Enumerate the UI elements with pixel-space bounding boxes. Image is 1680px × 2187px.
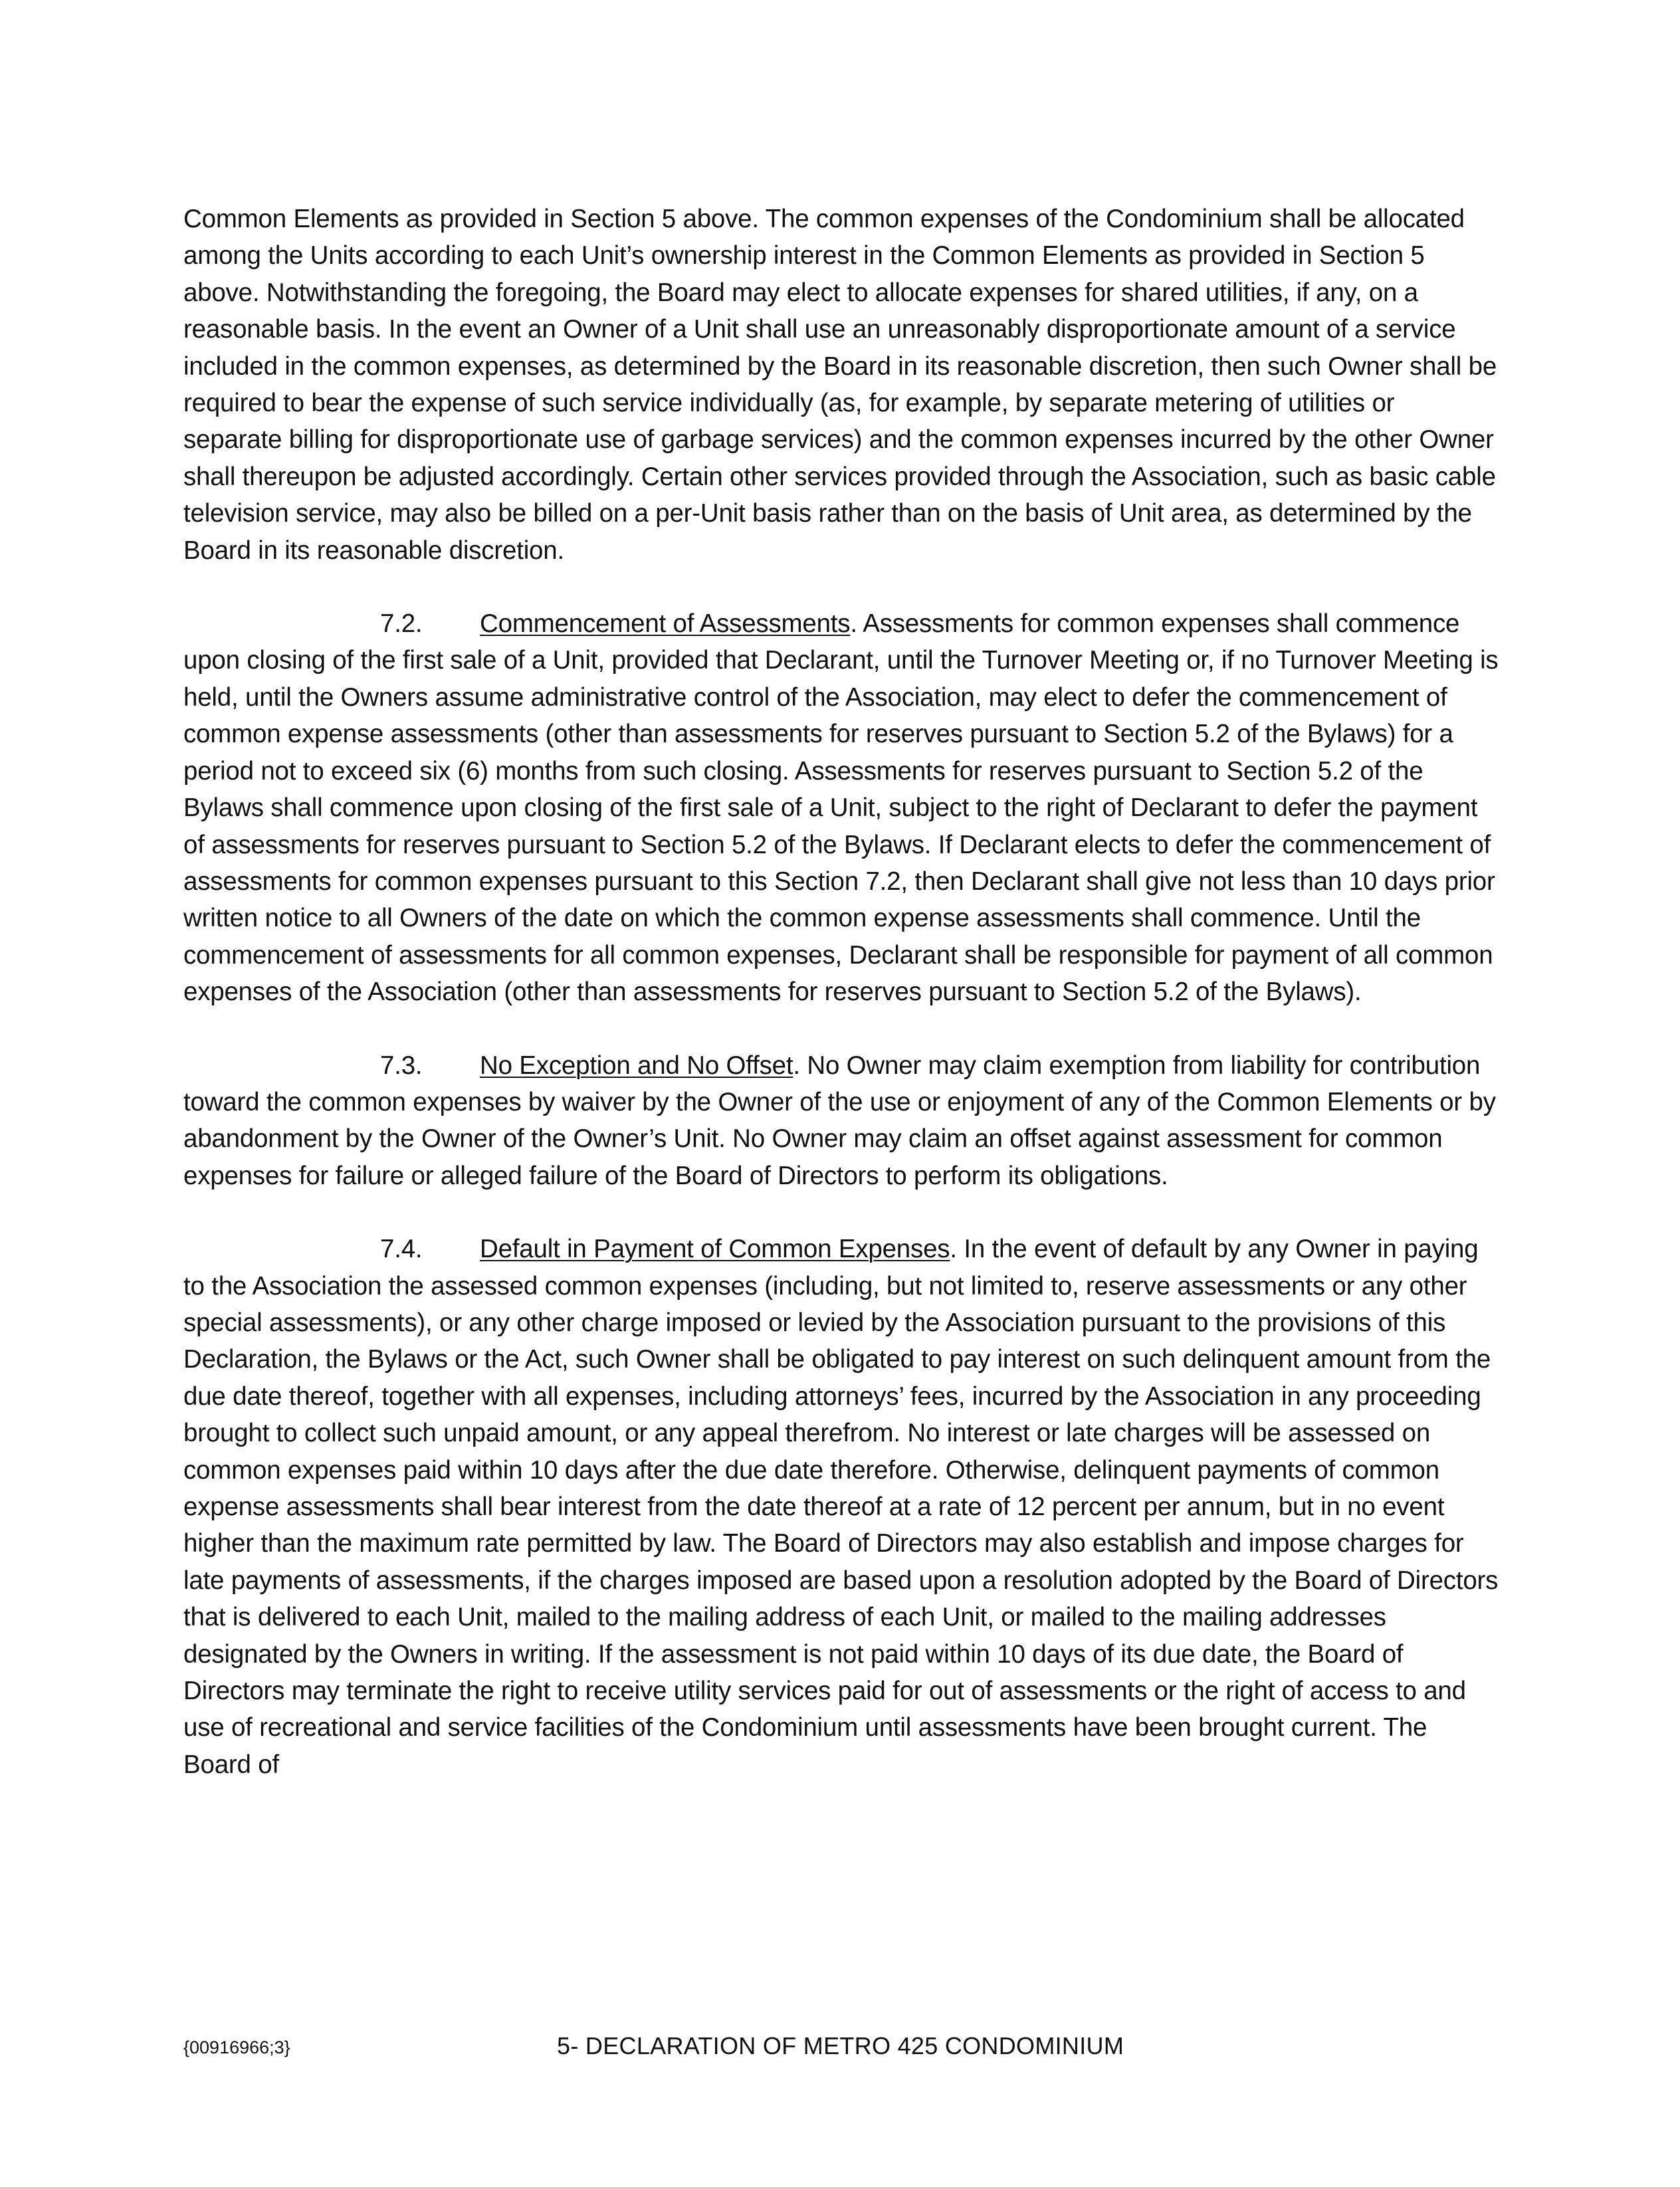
- section-7-4-paragraph: [183, 1231, 1499, 1783]
- section-title: Commencement of Assessments: [480, 609, 851, 639]
- document-id: {00916966;3}: [183, 2037, 290, 2057]
- section-title: No Exception and No Offset: [480, 1051, 793, 1080]
- section-7-3-paragraph: [183, 1047, 1499, 1195]
- section-number: 7.4.: [380, 1235, 423, 1264]
- section-title: Default in Payment of Common Expenses: [480, 1235, 950, 1264]
- section-text: . No Owner may claim exemption from liability for contribution toward the common expenses by waiver by the Owner of the use or enjoyment of any of the Common Elements or by abandonment by the Owner of the Owner’s Unit. No Owner may claim an offset against assessment for common expenses for failure or alleged failure of the Board of Directors to perform its obligations.: [183, 1051, 1496, 1190]
- section-7-2-paragraph: [183, 605, 1499, 1010]
- section-text: . In the event of default by any Owner in paying to the Association the assessed common expenses (including, but not limited to, reserve assessments or any other special assessments), or any other charge imposed or levied by the Association pursuant to the provisions of this Declaration, the Bylaws or the Act, such Owner shall be obligated to pay interest on such delinquent amount from the due date thereof, together with all expenses, including attorneys’ fees, incurred by the Association in any proceeding brought to collect such unpaid amount, or any appeal therefrom. No interest or late charges will be assessed on common expenses paid within 10 days after the due date therefore. Otherwise, delinquent payments of common expense assessments shall bear interest from the date thereof at a rate of 12 percent per annum, but in no event higher than the maximum rate permitted by law. The Board of Directors may also establish and impose charges for late payments of assessments, if the charges imposed are based upon a resolution adopted by the Board of Directors that is delivered to each Unit, mailed to the mailing address of each Unit, or mailed to the mailing addresses designated by the Owners in writing. If the assessment is not paid within 10 days of its due date, the Board of Directors may terminate the right to receive utility services paid for out of assessments or the right of access to and use of recreational and service facilities of the Condominium until assessments have been brought current. The Board of: [183, 1235, 1499, 1779]
- page-label: 5- DECLARATION OF METRO 425 CONDOMINIUM: [557, 2032, 1124, 2059]
- opening-paragraph: Common Elements as provided in Section 5 above. The common expenses of the Condominium shall be allocated among the Units according to each Unit’s ownership interest in the Common Elements as provided in Section 5 above. Notwithstanding the foregoing, the Board may elect to allocate expenses for shared utilities, if any, on a reasonable basis. In the event an Owner of a Unit shall use an unreasonably disproportionate amount of a service included in the common expenses, as determined by the Board in its reasonable discretion, then such Owner shall be required to bear the expense of such service individually (as, for example, by separate metering of utilities or separate billing for disproportionate use of garbage services) and the common expenses incurred by the other Owner shall thereupon be adjusted accordingly. Certain other services provided through the Association, such as basic cable television service, may also be billed on a per-Unit basis rather than on the basis of Unit area, as determined by the Board in its reasonable discretion.: [183, 205, 1497, 565]
- page-footer: [0, 2032, 1680, 2065]
- section-number: 7.3.: [380, 1051, 423, 1080]
- document-body: [183, 201, 1499, 1820]
- section-text: . Assessments for common expenses shall commence upon closing of the first sale of a Unit, provided that Declarant, until the Turnover Meeting or, if no Turnover Meeting is held, until the Owners assume administrative control of the Association, may elect to defer the commencement of common expense assessments (other than assessments for reserves pursuant to Section 5.2 of the Bylaws) for a period not to exceed six (6) months from such closing. Assessments for reserves pursuant to Section 5.2 of the Bylaws shall commence upon closing of the first sale of a Unit, subject to the right of Declarant to defer the payment of assessments for reserves pursuant to Section 5.2 of the Bylaws. If Declarant elects to defer the commencement of assessments for common expenses pursuant to this Section 7.2, then Declarant shall give not less than 10 days prior written notice to all Owners of the date on which the common expense assessments shall commence. Until the commencement of assessments for all common expenses, Declarant shall be responsible for payment of all common expenses of the Association (other than assessments for reserves pursuant to Section 5.2 of the Bylaws).: [183, 609, 1499, 1007]
- section-number: 7.2.: [380, 609, 423, 639]
